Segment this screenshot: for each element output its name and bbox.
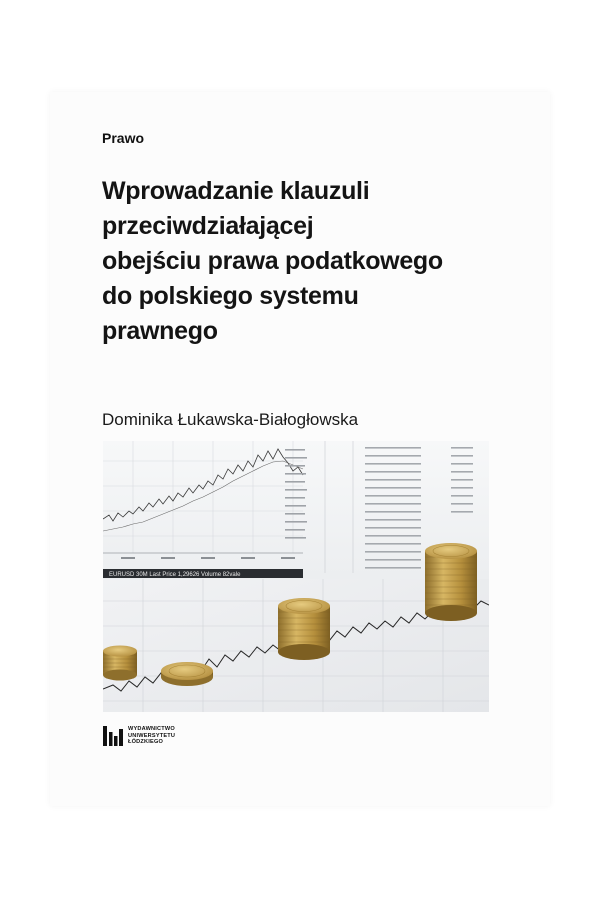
title-line: Wprowadzanie klauzuli — [102, 177, 370, 205]
publisher-block — [103, 726, 175, 746]
ticker-text: EURUSD 30M Last Price 1,29626 Volume 82vale — [109, 572, 241, 578]
series-label: Prawo — [102, 130, 145, 146]
title-line: do polskiego systemu — [102, 282, 359, 310]
publisher-line: UNIWERSYTETU — [128, 732, 176, 739]
title-line: obejściu prawa podatkowego — [102, 247, 443, 275]
book-title — [102, 174, 522, 349]
finance-chart-coins-photo — [103, 441, 489, 712]
title-line: prawnego — [102, 317, 218, 345]
title-line: przeciwdziałającej — [102, 212, 314, 240]
wu-logo-icon — [103, 726, 123, 746]
publisher-line: WYDAWNICTWO — [128, 726, 175, 733]
publisher-name — [128, 726, 175, 745]
publisher-line: ŁÓDZKIEGO — [128, 739, 164, 746]
author-name: Dominika Łukawska-Białogłowska — [102, 410, 359, 429]
book-cover — [50, 92, 550, 806]
